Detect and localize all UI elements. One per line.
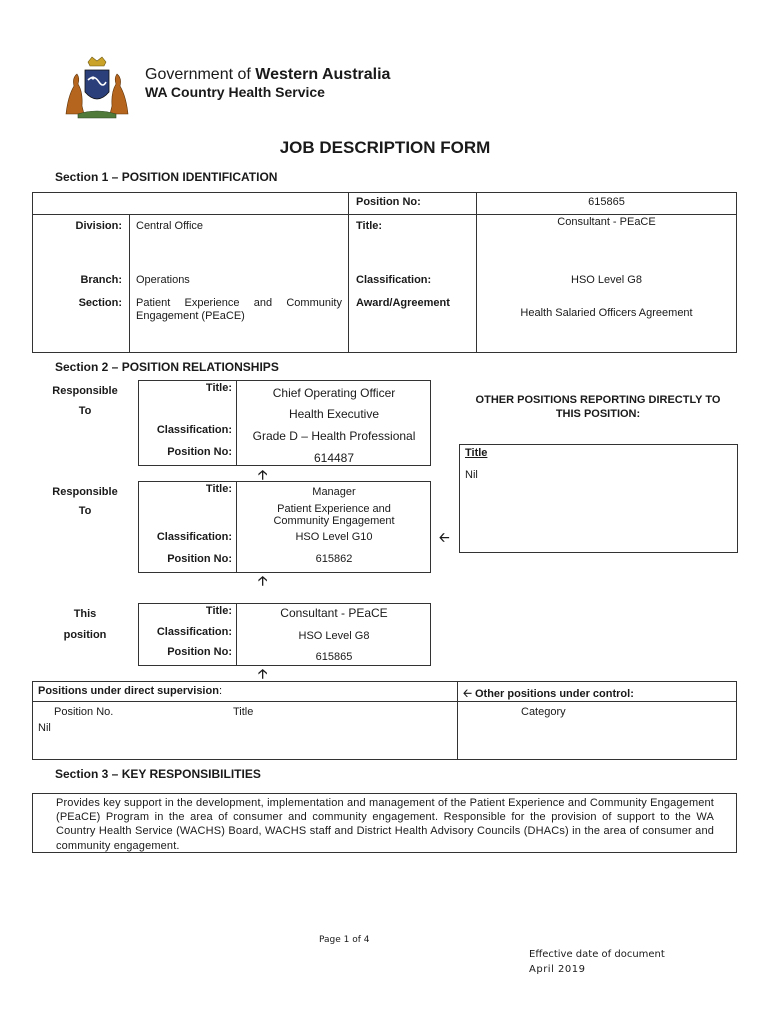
box1-title-label: Title: [205, 382, 232, 394]
box3-position-no-value: 615865 [315, 651, 353, 663]
section2-heading: Section 2 – POSITION RELATIONSHIPS [55, 360, 279, 374]
under-supervision-heading: Positions under direct supervision: [38, 685, 222, 697]
box1-classification-label: Classification: [156, 424, 232, 436]
arrow-up-icon: 🡡 [258, 573, 268, 588]
box3-position-no-label: Position No: [167, 646, 232, 658]
form-title: JOB DESCRIPTION FORM [279, 138, 491, 157]
col-title: Title [233, 706, 254, 718]
position-no-label: Position No: [356, 196, 421, 208]
org-name-line1: Government of Western Australia [145, 66, 391, 83]
box2-position-no-value: 615862 [315, 553, 353, 565]
other-positions-box [459, 444, 738, 553]
box1-title-line2: Health Executive [288, 407, 380, 421]
responsible-to-2-line2: To [78, 505, 92, 517]
box3-title-label: Title: [205, 605, 232, 617]
classification-value: HSO Level G8 [571, 274, 642, 286]
other-positions-heading-line1: OTHER POSITIONS REPORTING DIRECTLY TO [475, 394, 721, 406]
position-no-value: 615865 [588, 196, 625, 208]
box2-title-line1: Manager [312, 486, 356, 498]
key-responsibilities-text: Provides key support in the development, implementation and management of the Patient Experience and Community Engagement (PEaCE) Program in the area of consumer and community engagement. Responsible for the provision of support to the WA Country Health Service (WACHS) Board, WACHS staff and District Health Advisory Councils (DHACs) in the area of consumer and community engagement. [56, 797, 714, 852]
arrow-left-icon: 🡠 [463, 688, 472, 700]
award-value: Health Salaried Officers Agreement [520, 307, 693, 319]
org-name-line2: WA Country Health Service [145, 84, 325, 100]
effective-date-value: April 2019 [529, 964, 586, 975]
wa-coat-of-arms-logo [58, 56, 136, 120]
page-number: Page 1 of 4 [319, 935, 370, 945]
section-label: Section: [78, 297, 122, 309]
branch-value: Operations [136, 274, 190, 286]
box2-title-line2: Patient Experience and [277, 503, 391, 515]
box1-classification-value: Grade D – Health Professional [252, 429, 416, 443]
effective-date-label: Effective date of document [529, 949, 665, 960]
box2-classification-value: HSO Level G10 [295, 531, 373, 543]
box2-position-no-label: Position No: [167, 553, 232, 565]
responsible-to-1-line2: To [78, 405, 92, 417]
section-value: Patient Experience and Community Engagement (PEaCE) [136, 297, 342, 322]
this-position-line1: This [73, 608, 97, 620]
col-position-no: Position No. [54, 706, 114, 718]
classification-label: Classification: [356, 274, 432, 286]
title-value: Consultant - PEaCE [557, 216, 656, 228]
arrow-up-icon: 🡡 [258, 467, 268, 482]
box2-title-line3: Community Engagement [273, 515, 395, 527]
other-title-value: Nil [465, 469, 478, 481]
box3-title-value: Consultant - PEaCE [280, 606, 388, 620]
division-value: Central Office [136, 220, 204, 232]
this-position-line2: position [63, 629, 107, 641]
branch-label: Branch: [80, 274, 122, 286]
section3-heading: Section 3 – KEY RESPONSIBILITIES [55, 767, 261, 781]
responsible-to-2-line1: Responsible [52, 486, 118, 498]
box1-title-line1: Chief Operating Officer [272, 386, 396, 400]
col-category: Category [521, 706, 566, 718]
award-label: Award/Agreement [356, 297, 450, 309]
other-positions-heading-line2: THIS POSITION: [555, 408, 641, 420]
section1-heading: Section 1 – POSITION IDENTIFICATION [55, 170, 278, 184]
other-control-heading: 🡠 Other positions under control: [463, 688, 634, 700]
division-label: Division: [75, 220, 122, 232]
supervision-value: Nil [38, 722, 51, 734]
title-label: Title: [356, 220, 383, 232]
other-title-label: Title [465, 447, 488, 459]
box1-position-no-label: Position No: [167, 446, 232, 458]
box1-position-no-value: 614487 [313, 451, 355, 465]
arrow-up-icon: 🡡 [258, 666, 268, 681]
box3-classification-value: HSO Level G8 [298, 630, 370, 642]
responsible-to-1-line1: Responsible [52, 385, 118, 397]
box3-classification-label: Classification: [156, 626, 232, 638]
box2-classification-label: Classification: [156, 531, 232, 543]
arrow-left-icon: 🡠 [439, 530, 450, 545]
box2-title-label: Title: [205, 483, 232, 495]
